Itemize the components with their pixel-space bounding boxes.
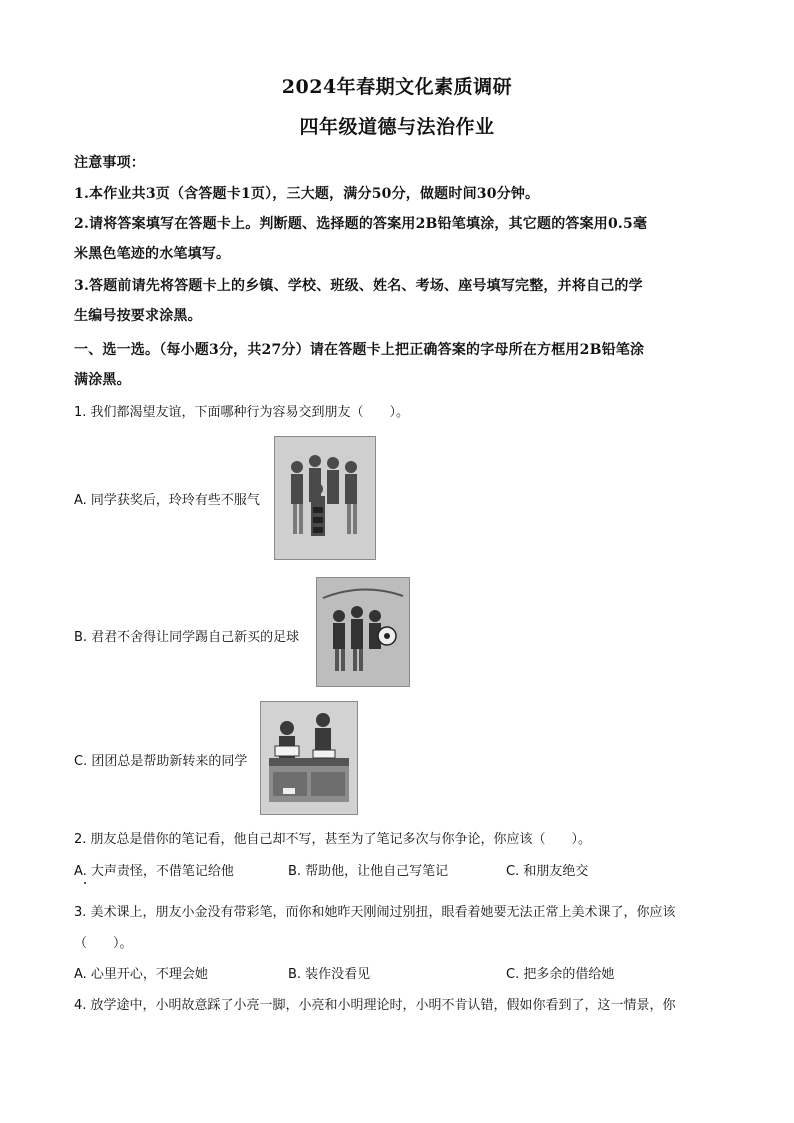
stray-mark xyxy=(84,882,86,884)
question-4: 4. 放学途中，小明故意踩了小亮一脚，小亮和小明理论时，小明不肯认错，假如你看到了，这一情景，你 xyxy=(74,998,676,1013)
note-2-line1: 2.请将答案填写在答题卡上。判断题、选择题的答案用2B铅笔填涂，其它题的答案用0.5毫 xyxy=(74,216,648,232)
question-1-option-a: A. 同学获奖后，玲玲有些不服气 xyxy=(74,493,260,508)
question-2-option-a: A. 大声责怪，不借笔记给他 xyxy=(74,864,234,879)
illustration-football xyxy=(316,577,410,687)
illustration-students-award xyxy=(274,436,376,560)
question-3-option-a: A. 心里开心，不理会她 xyxy=(74,967,208,982)
note-3-line2: 生编号按要求涂黑。 xyxy=(74,308,202,324)
note-3-line1: 3.答题前请先将答题卡上的乡镇、学校、班级、姓名、考场、座号填写完整，并将自己的学 xyxy=(74,278,643,294)
question-1: 1. 我们都渴望友谊，下面哪种行为容易交到朋友（ ）。 xyxy=(74,405,410,420)
question-3-line1: 3. 美术课上，朋友小金没有带彩笔，而你和她昨天刚闹过别扭，眼看着她要无法正常上美术课了，你应该 xyxy=(74,905,676,920)
illustration-helping-classmate xyxy=(260,701,358,815)
question-1-option-b: B. 君君不舍得让同学踢自己新买的足球 xyxy=(74,630,300,645)
note-2-line2: 米黑色笔迹的水笔填写。 xyxy=(74,246,231,262)
exam-title: 2024年春期文化素质调研 xyxy=(281,76,513,98)
question-3-option-c: C. 把多余的借给她 xyxy=(506,967,615,982)
question-3-option-b: B. 装作没看见 xyxy=(288,967,371,982)
question-2: 2. 朋友总是借你的笔记看，他自己却不写，甚至为了笔记多次与你争论，你应该（ ）。 xyxy=(74,832,592,847)
section-1-heading: 一、选一选。（每小题3分，共27分）请在答题卡上把正确答案的字母所在方框用2B铅笔涂 xyxy=(74,342,645,358)
question-3-line2: （ ）。 xyxy=(74,936,133,951)
question-2-option-b: B. 帮助他，让他自己写笔记 xyxy=(288,864,449,879)
note-1: 1.本作业共3页（含答题卡1页），三大题，满分50分，做题时间30分钟。 xyxy=(74,186,540,202)
section-1-heading-cont: 满涂黑。 xyxy=(74,372,131,388)
exam-subtitle: 四年级道德与法治作业 xyxy=(299,116,495,138)
notes-heading: 注意事项： xyxy=(74,155,145,171)
question-2-option-c: C. 和朋友绝交 xyxy=(506,864,589,879)
question-1-option-c: C. 团团总是帮助新转来的同学 xyxy=(74,754,248,769)
